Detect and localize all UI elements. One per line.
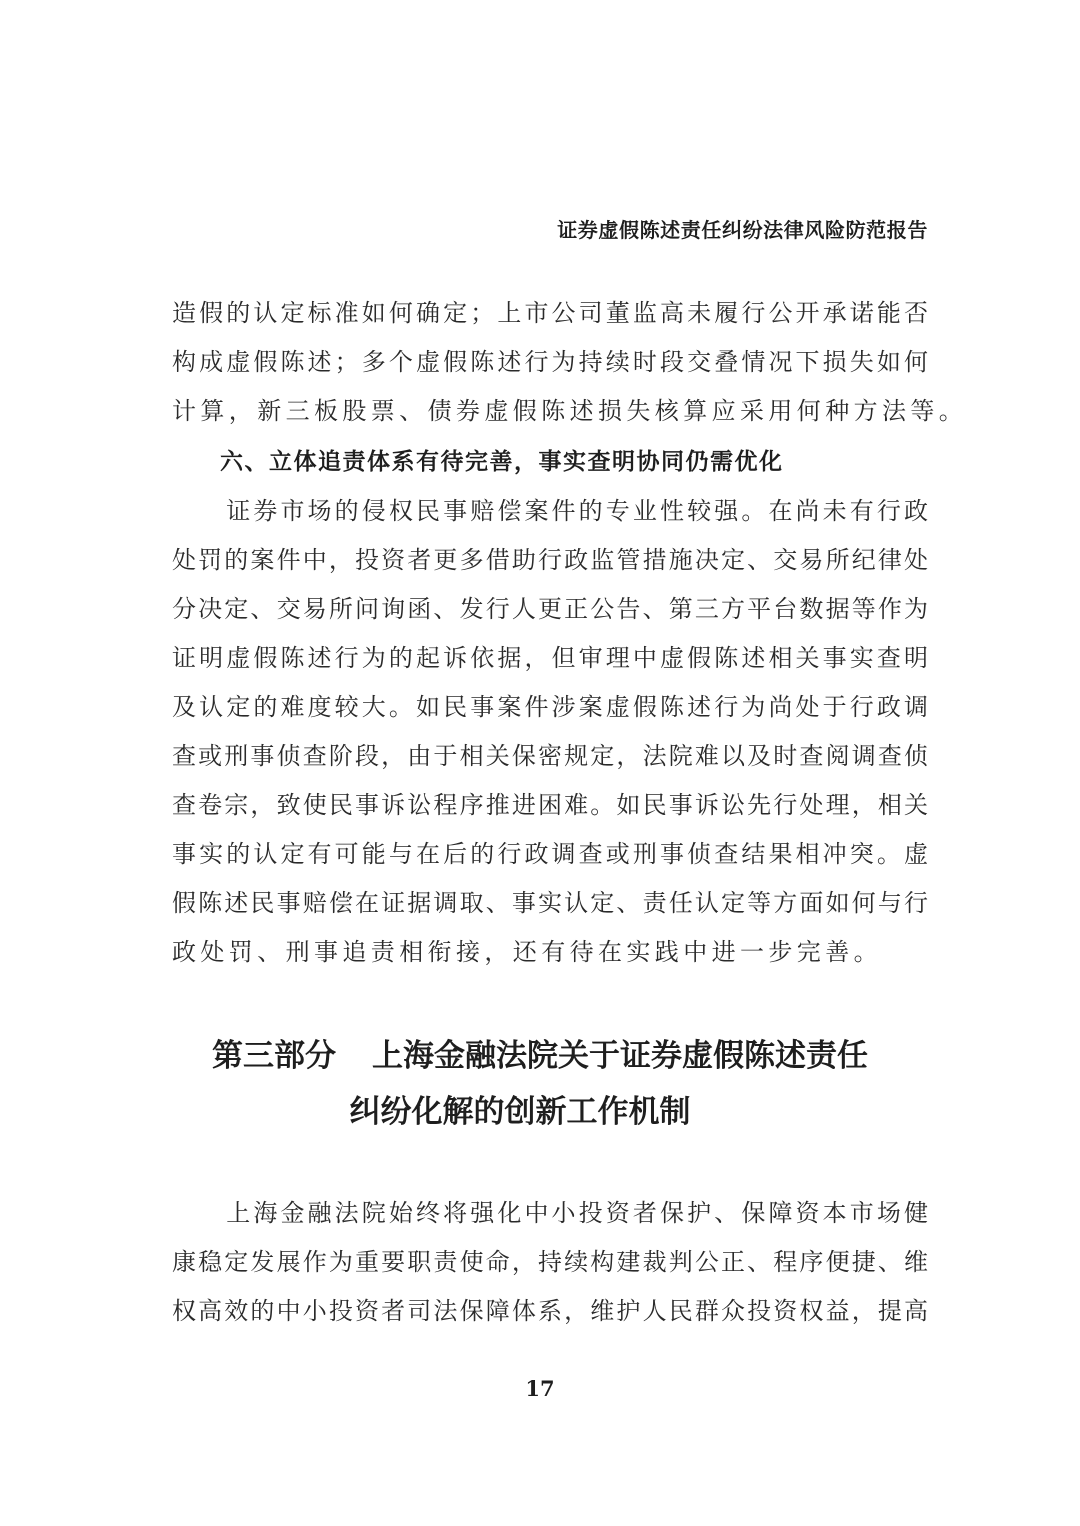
paragraph-line: 证券市场的侵权民事赔偿案件的专业性较强。在尚未有行政 — [172, 497, 928, 525]
paragraph-line: 事实的认定有可能与在后的行政调查或刑事侦查结果相冲突。虚 — [172, 840, 928, 868]
part-title-line-2: 纠纷化解的创新工作机制 — [349, 1094, 691, 1130]
paragraph-line: 政处罚、刑事追责相衔接，还有待在实践中进一步完善。 — [172, 938, 882, 966]
paragraph-line: 及认定的难度较大。如民事案件涉案虚假陈述行为尚处于行政调 — [172, 693, 928, 721]
paragraph-line: 计算，新三板股票、债券虚假陈述损失核算应采用何种方法等。 — [172, 397, 968, 425]
paragraph-line: 查卷宗，致使民事诉讼程序推进困难。如民事诉讼先行处理，相关 — [172, 791, 928, 819]
paragraph-line: 查或刑事侦查阶段，由于相关保密规定，法院难以及时查阅调查侦 — [172, 742, 928, 770]
section-heading: 六、立体追责体系有待完善，事实查明协同仍需优化 — [220, 449, 784, 475]
paragraph-line: 处罚的案件中，投资者更多借助行政监管措施决定、交易所纪律处 — [172, 546, 928, 574]
paragraph-line: 上海金融法院始终将强化中小投资者保护、保障资本市场健 — [172, 1199, 928, 1227]
part-title-line-1 — [0, 1036, 1080, 1076]
paragraph-line: 造假的认定标准如何确定；上市公司董监高未履行公开承诺能否 — [172, 299, 928, 327]
paragraph-line: 证明虚假陈述行为的起诉依据，但审理中虚假陈述相关事实查明 — [172, 644, 928, 672]
page-number: 17 — [525, 1376, 555, 1401]
paragraph-line: 假陈述民事赔偿在证据调取、事实认定、责任认定等方面如何与行 — [172, 889, 928, 917]
part-title-text: 上海金融法院关于证券虚假陈述责任 — [372, 1038, 868, 1074]
running-header: 证券虚假陈述责任纠纷法律风险防范报告 — [557, 218, 928, 242]
part-label: 第三部分 — [212, 1038, 336, 1074]
paragraph-line: 构成虚假陈述；多个虚假陈述行为持续时段交叠情况下损失如何 — [172, 348, 928, 376]
paragraph-line: 分决定、交易所问询函、发行人更正公告、第三方平台数据等作为 — [172, 595, 928, 623]
paragraph-line: 康稳定发展作为重要职责使命，持续构建裁判公正、程序便捷、维 — [172, 1248, 928, 1276]
paragraph-line: 权高效的中小投资者司法保障体系，维护人民群众投资权益，提高 — [172, 1297, 928, 1325]
